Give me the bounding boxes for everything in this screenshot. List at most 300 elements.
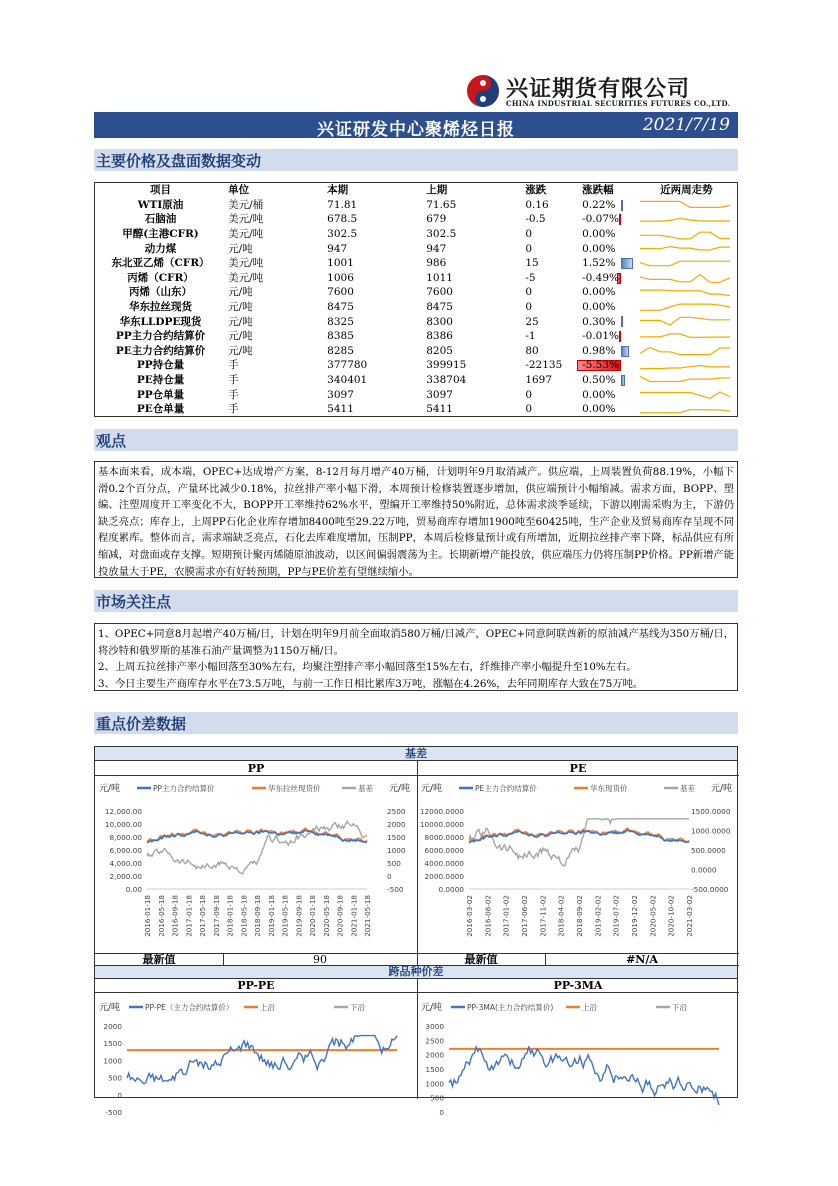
y-tick-label: 6,000.00	[109, 846, 142, 855]
y-tick-label: 2,000.00	[109, 872, 142, 881]
trend-line	[640, 274, 730, 282]
pct-text: 1.52%	[582, 257, 616, 270]
x-tick-label: 2020-05-18	[321, 895, 331, 937]
row-change: 15	[525, 257, 539, 270]
x-tick-label: 2020-09-18	[335, 895, 345, 937]
y-tick-label: 3000	[425, 1022, 444, 1031]
y-tick-label: 12,000.00	[104, 807, 142, 816]
trend-line	[640, 392, 730, 399]
row-current: 3097	[327, 388, 354, 401]
row-previous: 7600	[426, 286, 453, 299]
x-tick-label: 2018-09-02	[575, 895, 584, 937]
row-unit: 元/吨	[228, 301, 253, 314]
y-tick-label: 0	[439, 1108, 444, 1117]
section-header-spreads: 重点价差数据	[94, 712, 738, 734]
legend-label: PP-3MA(主力合约结算价)	[467, 1003, 554, 1012]
row-name: 东北亚乙烯（CFR）	[111, 257, 210, 270]
trend-line	[640, 410, 730, 413]
view-text: 基本面来看，成本端，OPEC+达成增产方案，8-12月每月增产40万桶，计划明年9月取消减产。供应端，上周装置负荷88.19%，小幅下滑0.2个百分点，产量环比减少0.18%，拉丝排产率小幅下滑，本周预计检修装置逐步增加，供应端预计小幅缩减。需求方面，BOPP、塑编、注塑周度开工率变化不大，BOPP开工率维持62%水平，塑编开工率维持50%附近，总体需求淡季延续，下游以刚需采购为主，下游仍缺乏亮点；库存上，上周PP石化企业库存增加8400吨至29.22万吨，贸易商库存增加1900吨至60425吨，生产企业及贸易商库存呈现不同程度累库。整体而言，需求端缺乏亮点，石化去库难度增加，压制PP，本周后检修量预计或有所增加，近期拉丝排产率下降，标品供应有所缩减，对盘面或存支撑。短期预计聚丙烯随原油波动，以区间偏弱震荡为主。长期新增产能投放，供应端压力仍将压制PP价格。PP新增产能投放量大于PE，农膜需求亦有好转预期，PP与PE价差有望继续缩小。	[98, 466, 734, 578]
pct-bar	[621, 258, 633, 269]
row-current: 302.5	[327, 228, 358, 241]
legend-label: 华东现货价	[590, 784, 628, 793]
row-name: PP仓单量	[136, 388, 185, 401]
pppe-chart-svg	[97, 994, 415, 1117]
row-current: 8285	[327, 344, 354, 357]
logo-mark-icon	[466, 74, 500, 108]
y-tick-label: 8000.0000	[424, 833, 464, 842]
price-row	[95, 329, 737, 344]
x-tick-label: 2018-05-18	[239, 895, 249, 937]
row-change: 0	[525, 228, 532, 241]
trend-line	[640, 232, 730, 239]
row-change: -1	[525, 330, 536, 343]
pct-text: -0.07%	[582, 213, 619, 226]
row-trend	[636, 227, 737, 242]
pct-text: 0.30%	[582, 315, 616, 328]
row-current: 340401	[327, 374, 368, 387]
pe-latest-value: #N/A	[626, 953, 658, 966]
futures-series-line	[469, 830, 689, 843]
trend-line	[640, 261, 730, 266]
row-pct	[580, 314, 636, 329]
y-tick-label: 4000.0000	[424, 859, 464, 868]
legend-label: 下沿	[350, 1003, 365, 1012]
row-trend	[636, 285, 737, 300]
trend-line	[640, 218, 730, 221]
row-name: WTI原油	[137, 198, 184, 211]
row-previous: 8300	[426, 315, 453, 328]
price-row	[95, 256, 737, 271]
pp-basis-chart	[97, 777, 415, 953]
x-tick-label: 2016-01-18	[143, 895, 152, 937]
section-header-market: 市场关注点	[94, 590, 738, 612]
trend-line	[640, 247, 730, 250]
row-unit: 美元/吨	[228, 213, 264, 226]
y-tick-label: 1500	[387, 833, 406, 842]
y-tick-label: 0	[387, 872, 392, 881]
pct-text: -5.53%	[582, 359, 619, 372]
y-tick-label: 1000	[103, 1056, 122, 1066]
section-header-prices: 主要价格及盘面数据变动	[94, 149, 738, 171]
y-axis-label: 元/吨	[389, 784, 411, 794]
x-tick-label: 2017-01-18	[184, 895, 194, 937]
logo-en-text: CHINA INDUSTRIAL SECURITIES FUTURES CO.,LTD.	[506, 99, 731, 108]
x-tick-label: 2021-05-18	[363, 895, 372, 937]
trend-sparkline	[640, 257, 730, 270]
row-pct	[580, 256, 636, 271]
row-pct	[580, 212, 636, 227]
y-tick-label: 1000	[387, 846, 406, 855]
y-tick-label: -500	[105, 1108, 122, 1117]
row-previous: 679	[426, 213, 447, 226]
trend-line	[640, 201, 730, 207]
legend-label: 下沿	[672, 1003, 687, 1012]
row-previous: 3097	[426, 388, 453, 401]
row-pct	[580, 227, 636, 242]
y-tick-label: 1500	[103, 1039, 122, 1049]
price-table	[94, 182, 738, 417]
row-unit: 元/吨	[228, 286, 253, 299]
y-tick-label: 8,000.00	[109, 833, 142, 842]
row-current: 678.5	[327, 213, 358, 226]
row-name: 丙烯（CFR）	[127, 271, 194, 284]
price-row	[95, 358, 737, 373]
row-trend	[636, 402, 737, 417]
row-pct	[580, 198, 636, 213]
price-row	[95, 402, 737, 417]
y-tick-label: 12000.0000	[419, 807, 464, 816]
row-current: 8475	[327, 301, 354, 314]
row-previous: 399915	[426, 359, 467, 372]
row-current: 1001	[327, 257, 354, 270]
row-previous: 947	[426, 242, 447, 255]
x-tick-label: 2019-05-18	[280, 895, 290, 937]
y-tick-label: 1500.0000	[691, 807, 731, 816]
trend-line	[640, 376, 730, 381]
x-tick-label: 2020-10-02	[666, 895, 676, 937]
row-pct	[580, 402, 636, 417]
row-unit: 美元/吨	[228, 257, 264, 270]
trend-line	[640, 304, 730, 310]
price-table-header: 项目 单位 本期 上期 涨跌 涨跌幅 近两周走势	[150, 184, 713, 197]
pct-text: 0.00%	[582, 388, 616, 401]
row-change: 0	[525, 388, 532, 401]
y-tick-label: 2000.0000	[424, 872, 464, 881]
row-previous: 71.65	[426, 198, 457, 211]
row-unit: 手	[228, 359, 239, 372]
trend-sparkline	[640, 345, 730, 358]
row-pct	[580, 271, 636, 286]
row-name: 甲醇(主港CFR)	[122, 228, 199, 241]
legend-label: 上沿	[582, 1003, 597, 1012]
x-tick-label: 2018-09-18	[253, 895, 262, 937]
row-unit: 元/吨	[228, 315, 253, 328]
y-tick-label: 500	[430, 1093, 444, 1103]
y-axis-label: 元/吨	[421, 1003, 443, 1013]
report-title: 兴证研发中心聚烯烃日报	[317, 120, 515, 140]
pe-basis-chart-svg	[419, 777, 737, 953]
trend-sparkline	[640, 374, 730, 387]
row-previous: 5411	[426, 403, 453, 416]
row-change: -0.5	[525, 213, 546, 226]
y-tick-label: 500	[387, 859, 401, 868]
price-row	[95, 227, 737, 242]
row-previous: 1011	[426, 271, 453, 284]
y-axis-label: 元/吨	[711, 784, 733, 794]
y-tick-label: 0.0000	[691, 865, 717, 875]
pp3ma-chart-svg	[419, 994, 737, 1117]
x-tick-label: 2016-03-02	[465, 895, 474, 937]
row-trend	[636, 358, 737, 373]
pe-basis-title: PE	[417, 762, 739, 776]
y-tick-label: 2500	[425, 1036, 444, 1046]
basis-series-line	[147, 821, 367, 873]
pct-text: 0.22%	[582, 198, 616, 211]
y-tick-label: 0	[117, 1090, 122, 1100]
row-unit: 元/吨	[228, 242, 253, 255]
y-tick-label: 1500	[425, 1065, 444, 1074]
trend-sparkline	[640, 359, 730, 372]
row-previous: 8386	[426, 330, 453, 343]
y-axis-label: 元/吨	[99, 784, 121, 794]
price-row	[95, 387, 737, 402]
y-tick-label: 4,000.00	[109, 859, 142, 868]
row-trend	[636, 373, 737, 388]
row-name: PE仓单量	[136, 403, 185, 416]
row-name: 华东拉丝现货	[129, 301, 193, 314]
y-axis-label: 元/吨	[99, 1003, 121, 1013]
row-change: 1697	[525, 374, 553, 387]
trend-sparkline	[640, 272, 730, 285]
row-current: 377780	[327, 359, 368, 372]
x-tick-label: 2017-11-02	[538, 895, 548, 937]
row-name: PE主力合约结算价	[115, 344, 206, 357]
price-row	[95, 285, 737, 300]
legend-label: PP主力合约结算价	[153, 784, 215, 793]
price-row	[95, 212, 737, 227]
row-current: 7600	[327, 286, 354, 299]
report-banner	[94, 112, 738, 138]
trend-line	[640, 290, 730, 296]
pct-bar	[621, 375, 625, 386]
row-unit: 美元/吨	[228, 271, 264, 284]
row-name: 石脑油	[144, 213, 177, 226]
row-current: 1006	[327, 271, 354, 284]
x-tick-label: 2018-01-18	[225, 895, 235, 937]
trend-line	[640, 347, 730, 354]
row-pct	[580, 241, 636, 256]
trend-sparkline	[640, 301, 730, 314]
row-pct	[580, 329, 636, 344]
pct-bar	[621, 316, 623, 327]
row-change: -5	[525, 271, 536, 284]
pct-bar	[619, 331, 621, 342]
row-trend	[636, 256, 737, 271]
trend-sparkline	[640, 403, 730, 416]
row-change: 0	[525, 242, 532, 255]
legend-label: PE主力合约结算价	[475, 784, 537, 793]
row-name: 动力煤	[144, 242, 177, 255]
row-current: 71.81	[327, 198, 358, 211]
y-tick-label: 0.0000	[438, 885, 464, 894]
pe-basis-chart	[419, 777, 737, 953]
row-pct	[580, 358, 636, 373]
pct-text: 0.00%	[582, 286, 616, 299]
y-axis-label: 元/吨	[421, 784, 443, 794]
pct-text: -0.01%	[582, 330, 619, 343]
row-pct	[580, 373, 636, 388]
market-point: 2、上周五拉丝排产率小幅回落至30%左右，均聚注塑排产率小幅回落至15%左右，纤维排产率小幅提升至10%左右。	[98, 661, 637, 674]
y-tick-label: 1000	[425, 1079, 444, 1089]
pct-text: 0.00%	[582, 301, 616, 314]
x-tick-label: 2016-09-18	[170, 895, 180, 937]
row-name: PP主力合约结算价	[115, 330, 206, 343]
y-tick-label: 10,000.00	[104, 820, 142, 829]
row-trend	[636, 241, 737, 256]
row-unit: 手	[228, 374, 239, 387]
x-tick-label: 2019-07-02	[611, 895, 621, 937]
row-change: 0.16	[525, 198, 549, 211]
pct-text: 0.50%	[582, 374, 616, 387]
trend-line	[640, 318, 730, 326]
row-current: 947	[327, 242, 348, 255]
row-trend	[636, 198, 737, 213]
x-tick-label: 2019-02-02	[593, 895, 603, 937]
y-tick-label: 500	[108, 1073, 122, 1083]
row-change: 80	[525, 344, 539, 357]
row-name: PE持仓量	[136, 374, 185, 387]
y-tick-label: -500	[387, 885, 404, 894]
x-tick-label: 2020-05-02	[648, 895, 658, 937]
x-tick-label: 2019-12-02	[630, 895, 639, 937]
row-unit: 元/吨	[228, 344, 253, 357]
x-tick-label: 2016-05-18	[156, 895, 166, 937]
pp3ma-chart	[419, 994, 737, 1117]
trend-sparkline	[640, 388, 730, 401]
x-tick-label: 2019-09-18	[294, 895, 304, 937]
row-current: 5411	[327, 403, 354, 416]
row-name: PP持仓量	[136, 359, 185, 372]
pct-text: 0.00%	[582, 242, 616, 255]
row-change: 0	[525, 301, 532, 314]
row-previous: 302.5	[426, 228, 457, 241]
x-tick-label: 2017-09-18	[211, 895, 221, 937]
legend-label: PP-PE（主力合约结算价）	[145, 1003, 234, 1012]
price-row	[95, 300, 737, 315]
x-tick-label: 2017-01-02	[501, 895, 511, 937]
trend-sparkline	[640, 199, 730, 212]
row-name: 丙烯（山东）	[129, 286, 193, 299]
pp-latest-label: 最新值	[142, 953, 176, 966]
basis-title: 基差	[95, 747, 737, 761]
row-trend	[636, 387, 737, 402]
trend-sparkline	[640, 242, 730, 255]
price-row	[95, 241, 737, 256]
spread-series-line	[449, 1046, 719, 1105]
trend-sparkline	[640, 213, 730, 226]
market-point: 1、OPEC+同意8月起增产40万桶/日，计划在明年9月前全面取消580万桶/日减产，OPEC+同意阿联酋新的原油减产基线为350万桶/日，将沙特和俄罗斯的基准石油产量调整为1150万桶/日。	[98, 628, 734, 657]
y-tick-label: 500.0000	[691, 846, 726, 855]
row-previous: 338704	[426, 374, 467, 387]
row-change: 0	[525, 403, 532, 416]
row-trend	[636, 329, 737, 344]
trend-line	[640, 366, 730, 369]
y-tick-label: 6000.0000	[424, 846, 464, 855]
trend-sparkline	[640, 330, 730, 343]
view-box	[94, 461, 738, 578]
pct-text: 0.00%	[582, 403, 616, 416]
row-pct	[580, 344, 636, 359]
pp3ma-title: PP-3MA	[417, 980, 739, 993]
futures-series-line	[147, 830, 367, 843]
row-unit: 美元/桶	[228, 198, 264, 211]
price-row	[95, 198, 737, 213]
x-tick-label: 2020-01-18	[308, 895, 317, 937]
row-pct	[580, 285, 636, 300]
pct-text: -0.49%	[582, 271, 619, 284]
x-tick-label: 2019-01-18	[266, 895, 276, 937]
pe-latest-label: 最新值	[464, 953, 498, 966]
row-trend	[636, 314, 737, 329]
y-tick-label: 2000	[425, 1050, 444, 1060]
legend-label: 基差	[358, 784, 373, 793]
company-logo	[466, 72, 738, 108]
market-box	[94, 623, 738, 691]
row-trend	[636, 271, 737, 286]
row-change: -22135	[525, 359, 563, 372]
section-header-view: 观点	[94, 429, 738, 451]
row-current: 8325	[327, 315, 354, 328]
row-change: 0	[525, 286, 532, 299]
pct-text: 0.98%	[582, 344, 616, 357]
pppe-chart	[97, 994, 415, 1117]
market-point: 3、今日主要生产商库存水平在73.5万吨，与前一工作日相比累库3万吨，涨幅在4.26%，去年同期库存大致在75万吨。	[98, 677, 644, 690]
trend-line	[640, 334, 730, 337]
trend-sparkline	[640, 228, 730, 241]
x-tick-label: 2016-08-02	[483, 895, 493, 937]
legend-label: 上沿	[260, 1003, 275, 1012]
logo-cn-text: 兴证期货有限公司	[506, 77, 691, 102]
trend-sparkline	[640, 315, 730, 328]
legend-label: 基差	[680, 784, 695, 793]
x-tick-label: 2021-03-02	[685, 895, 694, 937]
y-tick-label: 2000	[387, 820, 406, 829]
pppe-title: PP-PE	[95, 980, 417, 993]
row-name: 华东LLDPE现货	[119, 315, 202, 328]
pct-bar	[621, 346, 629, 357]
spread-charts-grid	[94, 746, 738, 1117]
pct-bar	[621, 200, 623, 211]
spread-series-line	[127, 1036, 397, 1084]
x-tick-label: 2017-05-18	[198, 895, 207, 937]
row-trend	[636, 212, 737, 227]
y-tick-label: 2000	[103, 1022, 122, 1031]
cross-title: 跨品种价差	[95, 966, 737, 979]
row-previous: 986	[426, 257, 447, 270]
y-tick-label: 10000.0000	[419, 820, 464, 829]
x-tick-label: 2021-01-18	[349, 895, 359, 937]
price-row	[95, 373, 737, 388]
price-row	[95, 314, 737, 329]
row-unit: 手	[228, 403, 239, 416]
price-row	[95, 344, 737, 359]
row-previous: 8475	[426, 301, 453, 314]
pp-basis-chart-svg	[97, 777, 415, 953]
row-current: 8385	[327, 330, 354, 343]
row-trend	[636, 300, 737, 315]
row-pct	[580, 300, 636, 315]
row-pct	[580, 387, 636, 402]
y-tick-label: 2500	[387, 807, 406, 816]
row-unit: 美元/吨	[228, 228, 264, 241]
report-date: 2021/7/19	[642, 115, 730, 135]
row-unit: 手	[228, 388, 239, 401]
price-row	[95, 271, 737, 286]
basis-series-line	[469, 819, 689, 866]
row-previous: 8205	[426, 344, 453, 357]
y-tick-label: 1000.0000	[691, 826, 731, 836]
row-unit: 元/吨	[228, 330, 253, 343]
pct-bar	[619, 214, 621, 225]
legend-label: 华东拉丝现货价	[268, 784, 321, 793]
row-trend	[636, 344, 737, 359]
trend-sparkline	[640, 286, 730, 299]
x-tick-label: 2018-04-02	[556, 895, 566, 937]
y-tick-label: -500.0000	[691, 885, 729, 894]
pp-latest-value: 90	[313, 953, 327, 966]
row-change: 25	[525, 315, 539, 328]
x-tick-label: 2017-06-02	[520, 895, 529, 937]
